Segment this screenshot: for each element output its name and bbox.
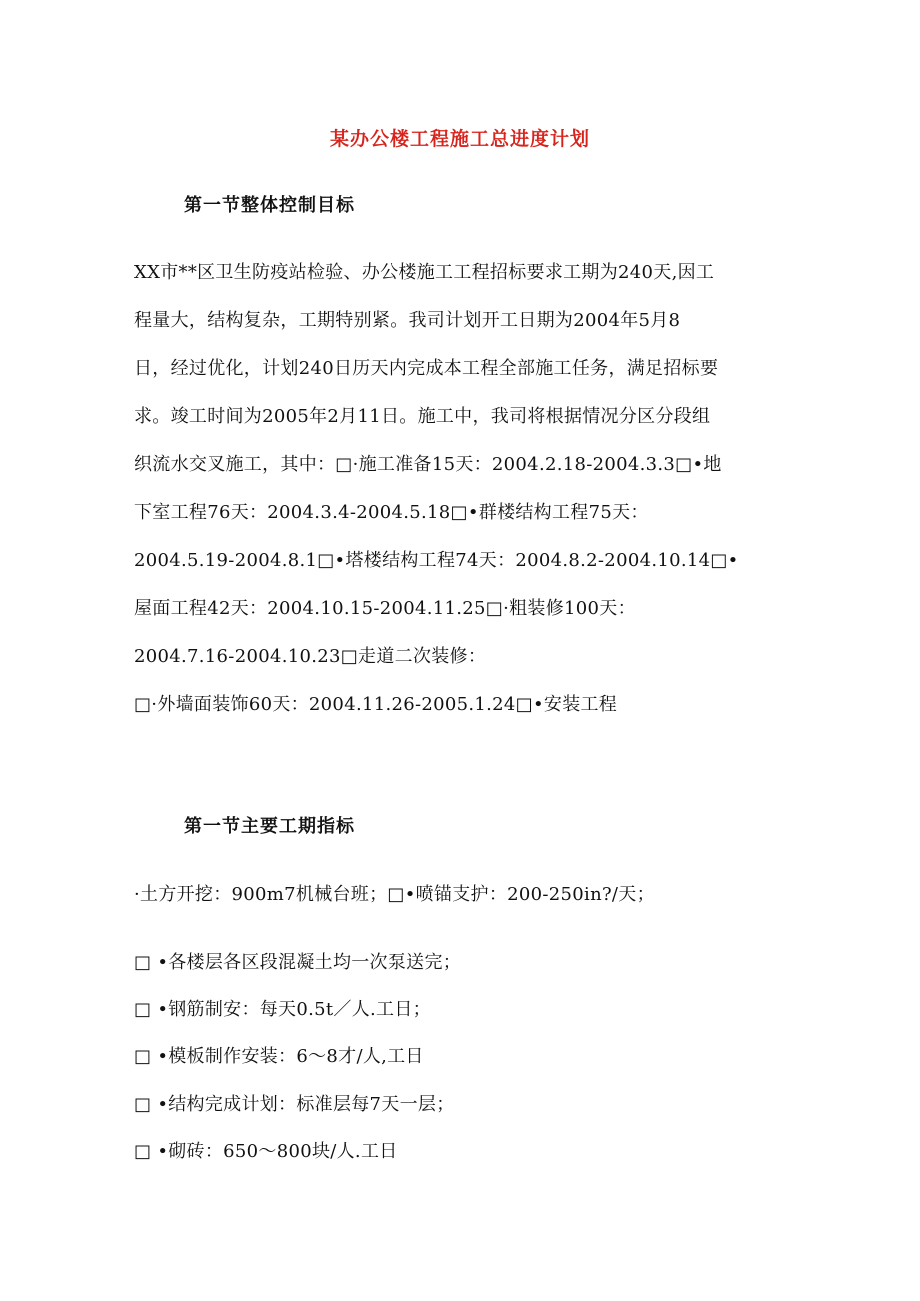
paragraph-line: XX市**区卫生防疫站检验、办公楼施工工程招标要求工期为240天,因工 [134, 262, 715, 283]
paragraph-line: 下室工程76天：2004.3.4-2004.5.18□•群楼结构工程75天： [134, 502, 649, 523]
section-heading-overall-control: 第一节整体控制目标 [184, 195, 355, 216]
document-title: 某办公楼工程施工总进度计划 [329, 128, 590, 150]
section-heading-main-schedule-indicators: 第一节主要工期指标 [184, 816, 355, 837]
indicator-item: □ •钢筋制安：每天0.5t／人.工日； [134, 999, 431, 1020]
paragraph-line: □·外墙面装饰60天：2004.11.26-2005.1.24□•安装工程 [134, 694, 618, 715]
indicator-item: ·土方开挖：900m7机械台班；□•喷锚支护：200-250in?/天； [134, 884, 655, 905]
paragraph-line: 屋面工程42天：2004.10.15-2004.11.25□·粗装修100天： [134, 598, 636, 619]
paragraph-line: 2004.7.16-2004.10.23□走道二次装修： [134, 646, 487, 667]
indicator-item: □ •模板制作安装：6～8才/人,工日 [134, 1046, 424, 1067]
paragraph-line: 求。竣工时间为2005年2月11日。施工中，我司将根据情况分区分段组 [134, 406, 711, 427]
indicator-item: □ •结构完成计划：标准层每7天一层； [134, 1094, 455, 1115]
paragraph-line: 日，经过优化，计划240日历天内完成本工程全部施工任务，满足招标要 [134, 358, 719, 379]
indicator-item: □ •砌砖：650～800块/人.工日 [134, 1141, 398, 1162]
paragraph-line: 2004.5.19-2004.8.1□•塔楼结构工程74天：2004.8.2-2004.10.14□• [134, 550, 739, 571]
indicator-item: □ •各楼层各区段混凝土均一次泵送完； [134, 952, 462, 973]
paragraph-line: 织流水交叉施工，其中：□·施工准备15天：2004.2.18-2004.3.3□•地 [134, 454, 722, 475]
paragraph-line: 程量大，结构复杂，工期特别紧。我司计划开工日期为2004年5月8 [134, 310, 681, 331]
